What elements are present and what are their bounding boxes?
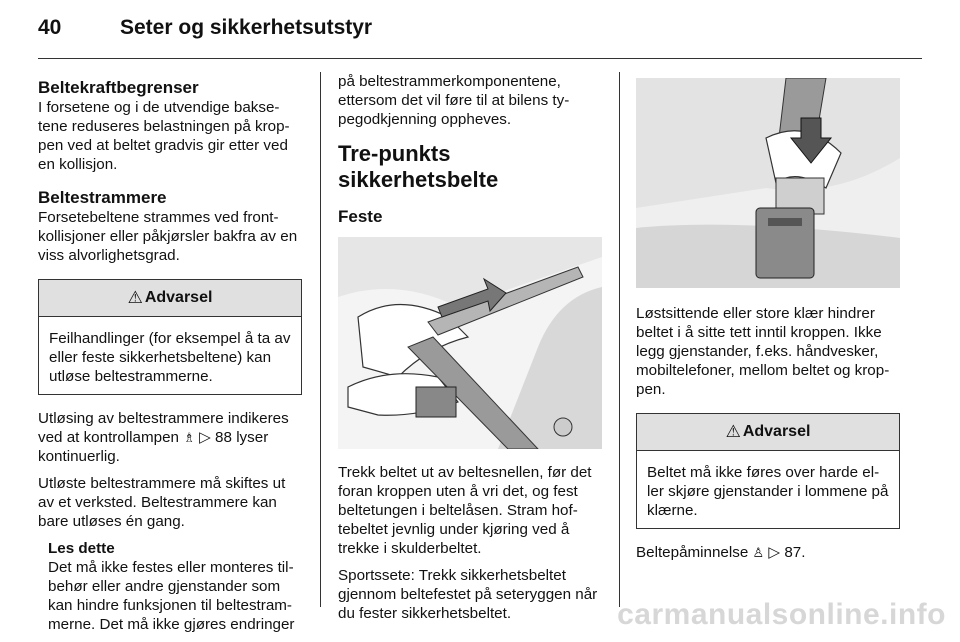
section-title-load-limiter: Beltekraftbegrenser [38, 78, 199, 97]
paragraph: Løstsittende eller store klær hindrer beltet i å sitte tett inntil kroppen. Ikke legg gjenstander, f.eks. håndvesker, mobiltelefoner, mellom beltet og kroppen. [636, 305, 890, 398]
page-reference[interactable]: 88 [215, 429, 232, 446]
illustration-buckle [636, 78, 900, 288]
warning-box [38, 279, 302, 395]
chapter-title: Seter og sikkerhetsutstyr [120, 16, 373, 39]
paragraph [636, 543, 900, 562]
paragraph: Utløste beltestrammere må skiftes ut av et verksted. Beltestrammere kan bare utløses én gang. [38, 475, 286, 530]
belt-illustration [338, 237, 602, 449]
paragraph: på beltestrammerkomponentene, ettersom det vil føre til at bilens typegodkjenning oppheves. [338, 73, 570, 128]
column-3 [636, 78, 900, 570]
watermark: carmanualsonline.info [617, 598, 946, 631]
illustration-fastening-belt [338, 237, 602, 449]
page-reference[interactable]: 87. [784, 544, 806, 561]
paragraph: Forsetebeltene strammes ved frontkollisjoner eller påkjørsler bakfra av en viss alvorlighetsgrad. [38, 209, 298, 264]
warning-text: Beltet må ikke føres over harde eller skjøre gjenstander i lommene på klærne. [647, 464, 889, 519]
text: Utløsing av beltestrammere indikeres ved at kontrollampen [38, 410, 289, 446]
column-2 [338, 72, 602, 631]
buckle-illustration [636, 78, 900, 288]
paragraph: Sportssete: Trekk sikkerhetsbeltet gjennom beltefestet på seteryggen når du fester sikkerhetsbeltet. [338, 567, 598, 622]
reference-arrow-icon: ▷ [768, 544, 781, 561]
note-box [38, 539, 302, 634]
text: lyser kontinuerlig. [38, 429, 269, 465]
column-divider [619, 72, 620, 607]
paragraph [38, 409, 302, 466]
paragraph: I forsetene og i de utvendige baksetene reduseres belastningen på kroppen ved at beltet gradvis gir etter ved en kollisjon. [38, 99, 290, 173]
note-title: Les dette [48, 540, 115, 557]
page-number: 40 [38, 16, 62, 39]
section-title-pretensioners: Beltestrammere [38, 188, 167, 207]
warning-triangle-icon: ⚠ [725, 422, 741, 441]
seatbelt-reminder-icon: ♙ [752, 545, 765, 560]
seatbelt-tensioner-lamp-icon: ♗ [183, 430, 195, 445]
subsection-title-fastening: Feste [338, 207, 383, 226]
note-text: Det må ikke festes eller monteres tilbehør eller andre gjenstander som kan hindre funksjonen til beltestrammerne. Det må ikke gjøres endringer [48, 559, 295, 633]
warning-header [39, 280, 301, 317]
section-title-three-point-belt: Tre-punkts sikkerhetsbelte [338, 141, 499, 192]
warning-box [636, 413, 900, 529]
column-1 [38, 78, 302, 634]
warning-header [637, 414, 899, 451]
paragraph: Trekk beltet ut av beltesnellen, før det foran kroppen uten å vri det, og fest beltetungen i beltelåsen. Stram hoftebeltet jevnlig under kjøring ved å trekke i skulderbeltet. [338, 464, 592, 557]
warning-triangle-icon: ⚠ [127, 288, 143, 307]
warning-text: Feilhandlinger (for eksempel å ta av eller feste sikkerhetsbeltene) kan utløse beltestrammerne. [49, 330, 291, 385]
text: Beltepåminnelse [636, 544, 749, 561]
reference-arrow-icon: ▷ [199, 429, 211, 446]
warning-label: Advarsel [144, 289, 213, 306]
column-divider [320, 72, 321, 607]
warning-label: Advarsel [742, 423, 811, 440]
page-header [38, 14, 922, 59]
